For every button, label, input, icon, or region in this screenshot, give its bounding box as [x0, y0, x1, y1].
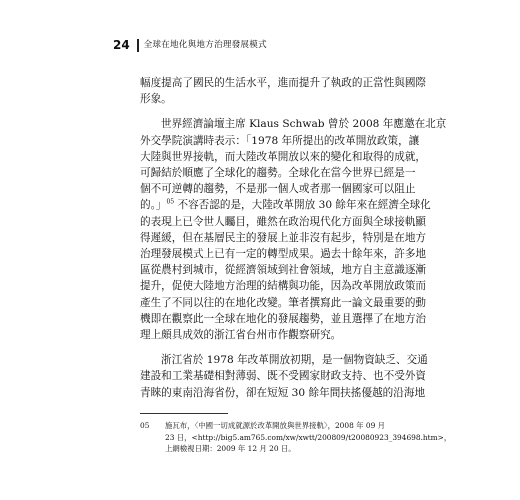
paragraph-2 [140, 116, 447, 343]
text-line: 青睞的東南沿海省份，卻在短短 30 餘年間扶搖優越的沿海地 [140, 386, 426, 399]
text-line: 的表現上已令世人矚目，雖然在政治現代化方面與全球接軌顯 [140, 215, 427, 228]
footnote-reference[interactable]: 05 [166, 198, 175, 206]
text-line: 個不可逆轉的趨勢，不是那一個人或者那一個國家可以阻止 [140, 183, 416, 196]
text-fragment: 的。」 [140, 199, 167, 212]
text-line: 可歸結於順應了全球化的趨勢。全球化在當今世界已經是一 [140, 167, 416, 180]
text-line: 建設和工業基礎相對薄弱、既不受國家財政支持、也不受外資 [140, 370, 427, 383]
header-divider [137, 39, 139, 52]
paragraph-1 [140, 75, 427, 107]
text-line: 理上頗具成效的浙江省台州市作觀察研究。 [140, 329, 342, 342]
text-line: 提升，促使大陸地方治理的結構與功能，因為改革開放政策而 [140, 280, 427, 293]
text-line: 治理發展模式上已有一定的轉型成果。過去十餘年來，許多地 [140, 248, 427, 261]
footnote-text [165, 420, 451, 455]
running-header [113, 37, 267, 53]
body-text [140, 75, 447, 401]
footnote-link[interactable]: 23 日，<http://big5.am765.com/xw/xwtt/200809/t20080923_394698.htm>， [165, 432, 452, 442]
text-line: 大陸與世界接軌，而大陸改革開放以來的變化和取得的成就， [140, 150, 427, 163]
footnote-line: 上網檢視日期：2009 年 12 月 20 日。 [165, 444, 296, 454]
footnote-divider [140, 413, 228, 414]
footnote-entry [140, 420, 452, 455]
text-line-with-footnote [140, 197, 431, 213]
text-line: 機即在觀察此一全球在地化的發展趨勢，並且選擇了在地方治 [140, 312, 427, 325]
text-fragment: 不容否認的是，大陸改革開放 30 餘年來在經濟全球化 [177, 199, 431, 212]
footnote-number: 05 [140, 421, 150, 430]
text-line: 產生了不同以往的在地化改變。筆者撰寫此一論文最重要的動 [140, 296, 427, 309]
footnote-line: 施瓦布，〈中國一切成就源於改革開放與世界接軌〉，2008 年 09 月 [165, 421, 386, 430]
text-line: 形象。 [140, 93, 172, 106]
page-number: 24 [113, 38, 130, 52]
text-line: 世界經濟論壇主席 Klaus Schwab 曾於 2008 年應邀在北京 [161, 118, 447, 131]
footnote [140, 420, 452, 455]
paragraph-3 [140, 352, 428, 401]
text-line: 外交學院演講時表示：「1978 年所提出的改革開放政策，讓 [140, 134, 420, 147]
running-title: 全球在地化與地方治理發展模式 [143, 40, 267, 50]
text-line: 得遲緩，但在基層民主的發展上並非沒有起步，特別是在地方 [140, 231, 427, 244]
text-line: 幅度提高了國民的生活水平，進而提升了執政的正當性與國際 [140, 77, 427, 89]
text-line: 浙江省於 1978 年改革開放初期，是一個物資缺乏、交通 [161, 354, 428, 367]
text-line: 區從農村到城市，從經濟領域到社會領域，地方自主意識逐漸 [140, 264, 427, 277]
